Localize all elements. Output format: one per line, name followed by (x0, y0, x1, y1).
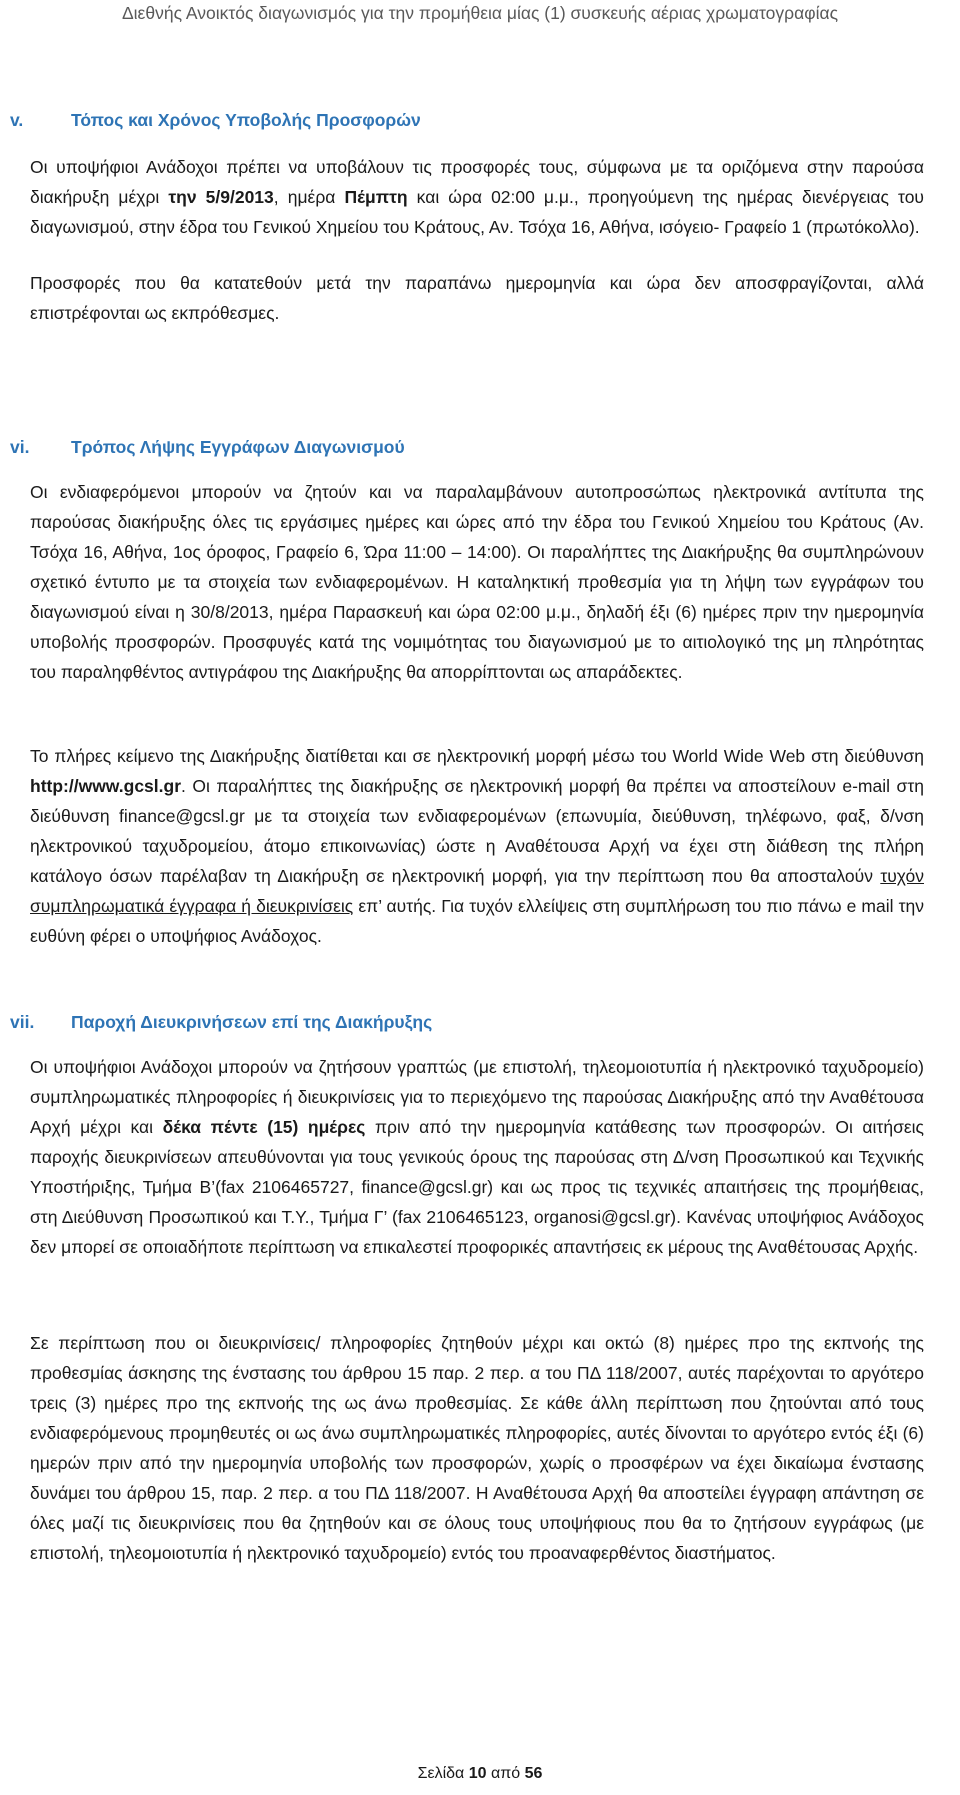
website-link[interactable]: http://www.gcsl.gr (30, 776, 182, 796)
section-number: vi. (10, 437, 30, 457)
text-run: και ώρα 02:00 μ.μ., προηγούμενη της ημέρας διενέργειας του διαγωνισμού, στην έδρα του Γενικού Χημείου του Κράτους, Αν. Τσόχα 16, Αθήνα, ισόγειο- Γραφείο 1 (πρωτόκολλο). (30, 187, 924, 237)
section-number: vii. (10, 1012, 35, 1032)
paragraph: Οι ενδιαφερόμενοι μπορούν να ζητούν και να παραλαμβάνουν αυτοπροσώπως ηλεκτρονικά αντίτυπα της παρούσας διακήρυξης όλες τις εργάσιμες ημέρες και ώρες από την έδρα του Γενικού Χημείου του Κράτους (Αν. Τσόχα 16, Αθήνα, 1ος όροφος, Γραφείο 6, Ώρα 11:00 – 14:00). Οι παραλήπτες της Διακήρυξης θα συμπληρώνουν σχετικό έντυπο με τα στοιχεία των ενδιαφερομένων. Η καταληκτική προθεσμία για τη λήψη των εγγράφων του διαγωνισμού είναι η 30/8/2013, ημέρα Παρασκευή και ώρα 02:00 μ.μ., δηλαδή έξι (6) ημέρες πριν την ημερομηνία υποβολής προσφορών. Προσφυγές κατά της νομιμότητας του διαγωνισμού με το αιτιολογικό της μη πληρότητας του παραληφθέντος αντιγράφου της Διακήρυξης θα απορρίπτονται ως απαράδεκτες. (30, 482, 924, 682)
footer-label: Σελίδα (417, 1765, 469, 1782)
text-run: Οι υποψήφιοι Ανάδοχοι μπορούν να ζητήσουν γραπτώς (με επιστολή, τηλεομοιοτυπία ή ηλεκτρονικό ταχυδρομείο) συμπληρωματικές πληροφορίες ή διευκρινίσεις για το περιεχόμενο της παρούσας Διακήρυξης από την Αναθέτουσα Αρχή μέχρι και (30, 1057, 924, 1137)
deadline-date: την 5/9/2013 (168, 187, 274, 207)
footer-label: από (486, 1765, 525, 1782)
text-run: επ’ αυτής. Για τυχόν ελλείψεις στη συμπλήρωση του πιο πάνω e mail την ευθύνη φέρει ο υποψήφιος Ανάδοχος. (30, 896, 924, 946)
underlined-text: τυχόν συμπληρωματικά έγγραφα ή διευκρινίσεις (30, 866, 924, 916)
paragraph (30, 152, 924, 242)
paragraph (30, 1052, 924, 1262)
section-title: Τόπος και Χρόνος Υποβολής Προσφορών (71, 110, 421, 130)
text-run: Το πλήρες κείμενο της Διακήρυξης διατίθεται και σε ηλεκτρονική μορφή μέσω του World Wide Web στη διεύθυνση (30, 746, 924, 766)
page-number: 10 (468, 1765, 487, 1782)
text-run: πριν από την ημερομηνία κατάθεσης των προσφορών. Οι αιτήσεις παροχής διευκρινίσεων απευθύνονται για τους γενικούς όρους της παρούσας στη Δ/νση Προσωπικού και Τεχνικής Υποστήριξης, Τμήμα Β’(fax 2106465727, finance@gcsl.gr) και ως προς τις τεχνικές απαιτήσεις της προμήθειας, στη Διεύθυνση Προσωπικού και Τ.Υ., Τμήμα Γ’ (fax 2106465123, organosi@gcsl.gr). Κανένας υποψήφιος Ανάδοχος δεν μπορεί σε οποιαδήποτε περίπτωση να επικαλεστεί προφορικές απαντήσεις εκ μέρους της Αναθέτουσας Αρχής. (30, 1117, 924, 1257)
running-header: Διεθνής Ανοικτός διαγωνισμός για την προμήθεια μίας (1) συσκευής αέριας χρωματογραφίας (121, 3, 839, 23)
section-title: Τρόπος Λήψης Εγγράφων Διαγωνισμού (71, 437, 405, 457)
text-run: . Οι παραλήπτες της διακήρυξης σε ηλεκτρονική μορφή θα πρέπει να αποστείλουν e-mail στη διεύθυνση finance@gcsl.gr με τα στοιχεία των ενδιαφερομένων (επωνυμία, διεύθυνση, τηλέφωνο, φαξ, δ/νση ηλεκτρονικού ταχυδρομείου, άτομο επικοινωνίας) ώστε η Αναθέτουσα Αρχή να έχει στη διάθεση της πλήρη κατάλογο όσων παρέλαβαν τη Διακήρυξη σε ηλεκτρονική μορφή, για την περίπτωση που θα αποσταλούν (30, 776, 924, 886)
section-heading-vi (10, 437, 405, 458)
section-heading-v (10, 110, 421, 131)
text-run: , ημέρα (273, 187, 345, 207)
section-title: Παροχή Διευκρινήσεων επί της Διακήρυξης (71, 1012, 433, 1032)
paragraph: Σε περίπτωση που οι διευκρινίσεις/ πληροφορίες ζητηθούν μέχρι και οκτώ (8) ημέρες προ της εκπνοής της προθεσμίας άσκησης της ένστασης του άρθρου 15 παρ. 2 περ. α του ΠΔ 118/2007, αυτές παρέχονται το αργότερο τρεις (3) ημέρες προ της εκπνοής της ως άνω προθεσμίας. Σε κάθε άλλη περίπτωση που ζητούνται από τους ενδιαφερόμενους προμηθευτές οι ως άνω συμπληρωματικές πληροφορίες, αυτές δίνονται το αργότερο εντός έξι (6) ημερών πριν από την ημερομηνία υποβολής των προσφορών, χωρίς ο προσφέρων να έχει δικαίωμα ένστασης δυνάμει του άρθρου 15, παρ. 2 περ. α του ΠΔ 118/2007. Η Αναθέτουσα Αρχή θα αποστείλει έγγραφη απάντηση σε όλες μαζί τις διευκρινίσεις που θα ζητηθούν και σε όλους τους υποψήφιους που θα το ζητήσουν εγγράφως (με επιστολή, τηλεομοιοτυπία ή ηλεκτρονικό ταχυδρομείο) εντός του προαναφερθέντος διαστήματος. (30, 1333, 924, 1563)
paragraph (30, 741, 924, 951)
total-pages: 56 (524, 1765, 543, 1782)
paragraph: Προσφορές που θα κατατεθούν μετά την παραπάνω ημερομηνία και ώρα δεν αποσφραγίζονται, αλλά επιστρέφονται ως εκπρόθεσμες. (30, 273, 924, 323)
deadline-day: Πέμπτη (344, 187, 408, 207)
deadline-days: δέκα πέντε (15) ημέρες (162, 1117, 366, 1137)
section-heading-vii (10, 1012, 433, 1033)
page-footer (0, 1762, 960, 1786)
text-run: Οι υποψήφιοι Ανάδοχοι πρέπει να υποβάλουν τις προσφορές τους, σύμφωνα με τα οριζόμενα στην παρούσα διακήρυξη μέχρι (30, 157, 924, 207)
section-number: v. (10, 110, 24, 130)
